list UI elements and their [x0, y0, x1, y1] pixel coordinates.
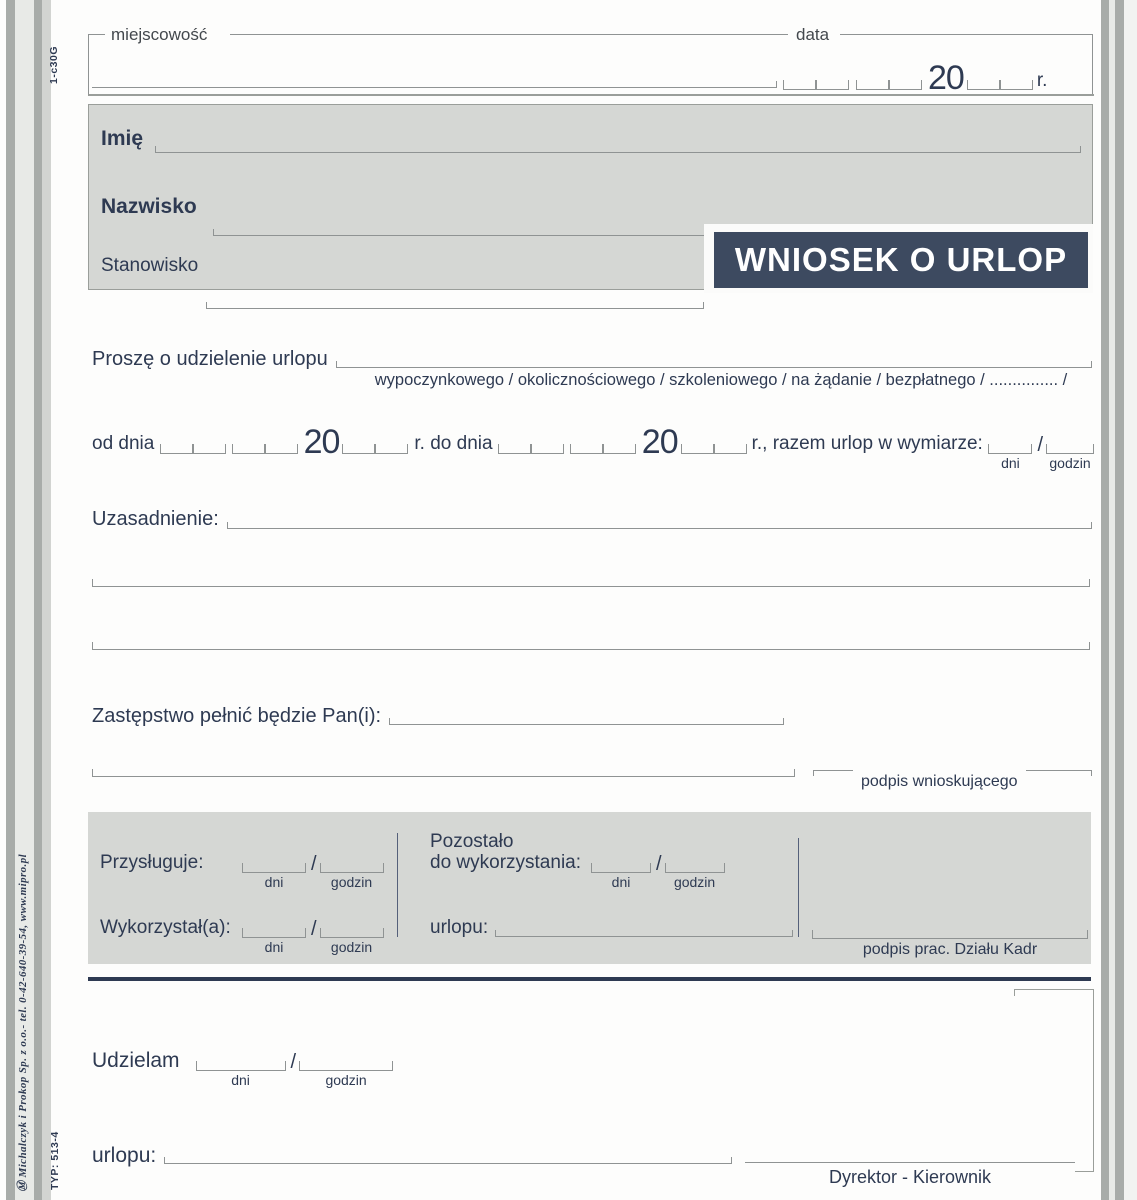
remaining-days-field[interactable]	[591, 863, 651, 890]
justification-row	[92, 504, 1092, 530]
to-day-cells[interactable]	[498, 444, 564, 454]
request-intro-row	[92, 346, 1092, 370]
used-row	[100, 909, 384, 955]
remaining-leave-input-line[interactable]	[495, 922, 793, 937]
substitute-input-line[interactable]	[389, 710, 784, 725]
hr-signature-label: podpis prac. Działu Kadr	[862, 941, 1038, 958]
to-date-label: r. do dnia	[414, 433, 493, 454]
date-year-suffix: r.	[1036, 70, 1048, 91]
justification-input-line[interactable]	[92, 642, 1090, 650]
used-days-field[interactable]	[242, 928, 306, 955]
date-year-prefix: 20	[928, 59, 964, 97]
header-border-segment	[840, 34, 1093, 35]
grant-days-field[interactable]	[196, 1061, 286, 1088]
grant-hours-field[interactable]	[299, 1061, 393, 1088]
panel-divider	[397, 833, 398, 937]
remaining-hours-field[interactable]	[665, 863, 725, 890]
entitled-days-field[interactable]	[242, 863, 306, 890]
hours-unit-label: godzin	[330, 874, 373, 890]
from-day-cells[interactable]	[160, 444, 226, 454]
entitled-hours-field[interactable]	[320, 863, 384, 890]
remaining-leave-label: urlopu:	[430, 917, 489, 938]
caption-bracket	[813, 770, 853, 778]
header-border-segment	[1092, 34, 1093, 94]
slash-separator: /	[311, 853, 317, 875]
entitled-row	[100, 844, 384, 890]
from-year-prefix: 20	[303, 423, 340, 461]
leave-types-hint: wypoczynkowego / okolicznościowego / szkoleniowego / na żądanie / bezpłatnego / ............... /	[374, 371, 1068, 389]
grant-leave-input-line[interactable]	[164, 1149, 732, 1164]
form-type-code: TYP: 513-4	[49, 1131, 61, 1190]
section-divider	[88, 977, 1091, 981]
remaining-label-line1: Pozostało	[430, 831, 514, 852]
signature-line[interactable]	[812, 930, 1088, 939]
days-unit-label: dni	[611, 874, 631, 890]
director-signature-label: Dyrektor - Kierownik	[828, 1167, 992, 1187]
last-name-label: Nazwisko	[101, 195, 197, 218]
date-year-cells[interactable]	[967, 80, 1033, 90]
to-year-cells[interactable]	[681, 444, 747, 454]
applicant-signature-label: podpis wnioskującego	[861, 773, 1018, 790]
total-hours-field[interactable]	[1046, 444, 1094, 471]
slash-separator: /	[290, 1051, 297, 1073]
days-unit-label: dni	[231, 1072, 250, 1088]
applicant-signature-area	[813, 770, 1092, 791]
to-month-cells[interactable]	[570, 444, 636, 454]
total-days-field[interactable]	[988, 444, 1032, 471]
from-date-label: od dnia	[92, 433, 155, 454]
date-field	[783, 48, 1091, 97]
date-month-cells[interactable]	[856, 80, 922, 90]
left-edge-strip	[34, 0, 42, 1200]
right-edge-strip	[1124, 0, 1137, 1200]
hours-unit-label: godzin	[1049, 455, 1091, 471]
hours-unit-label: godzin	[673, 874, 716, 890]
remaining-row	[430, 844, 725, 890]
used-label: Wykorzystał(a):	[100, 917, 231, 938]
substitute-row	[92, 701, 784, 727]
slash-separator: /	[656, 853, 662, 875]
right-edge-strip	[1101, 0, 1109, 1200]
grant-leave-row	[92, 1138, 732, 1166]
grant-row	[92, 1040, 393, 1088]
justification-input-line[interactable]	[92, 579, 1090, 587]
director-signature-line[interactable]	[745, 1162, 1075, 1163]
substitute-input-line[interactable]	[92, 769, 795, 777]
leave-type-input-line[interactable]	[336, 353, 1092, 368]
grant-label: Udzielam	[92, 1049, 180, 1072]
form-title: WNIOSEK O URLOP	[714, 232, 1088, 288]
header-border-segment	[88, 34, 105, 35]
slash-separator: /	[311, 918, 317, 940]
remaining-leave-row	[430, 911, 793, 938]
remaining-label-line2: do wykorzystania:	[430, 852, 582, 873]
stamp-box	[1014, 989, 1094, 1172]
request-intro-label: Proszę o udzielenie urlopu	[92, 348, 328, 370]
left-edge-strip	[42, 0, 51, 1200]
hours-unit-label: godzin	[325, 1072, 367, 1088]
total-leave-label: r., razem urlop w wymiarze:	[751, 433, 983, 454]
stamp-box-border-segment	[1075, 1171, 1093, 1172]
hours-unit-label: godzin	[330, 939, 373, 955]
to-year-prefix: 20	[641, 423, 678, 461]
days-unit-label: dni	[1001, 455, 1020, 471]
from-month-cells[interactable]	[232, 444, 298, 454]
date-day-cells[interactable]	[783, 80, 849, 90]
used-hours-field[interactable]	[320, 928, 384, 955]
first-name-label: Imię	[101, 127, 144, 150]
days-unit-label: dni	[264, 874, 284, 890]
form-code-top: 1-c30G	[48, 45, 60, 84]
days-unit-label: dni	[264, 939, 284, 955]
leave-dates-row	[92, 423, 1094, 471]
publisher-imprint: Ⓜ Michalczyk i Prokop Sp. z o.o.- tel. 0-42-640-39-54, www.mipro.pl	[17, 853, 29, 1192]
place-input-line[interactable]	[92, 73, 777, 88]
justification-label: Uzasadnienie:	[92, 508, 219, 530]
entitled-label: Przysługuje:	[100, 852, 204, 873]
justification-input-line[interactable]	[227, 514, 1092, 529]
date-label: data	[796, 25, 830, 44]
first-name-input-line[interactable]	[155, 138, 1081, 153]
panel-divider	[798, 838, 799, 937]
hr-signature-area	[812, 930, 1088, 959]
position-label: Stanowisko	[101, 255, 199, 276]
header-border-segment	[230, 34, 788, 35]
substitute-label: Zastępstwo pełnić będzie Pan(i):	[92, 705, 382, 727]
title-banner	[704, 224, 1093, 293]
from-year-cells[interactable]	[342, 444, 408, 454]
grant-leave-label: urlopu:	[92, 1144, 157, 1167]
slash-separator: /	[1037, 434, 1044, 456]
position-input-line[interactable]	[206, 294, 704, 309]
place-label: miejscowość	[111, 25, 208, 44]
caption-bracket	[1026, 770, 1092, 778]
right-edge-strip	[1115, 0, 1124, 1200]
